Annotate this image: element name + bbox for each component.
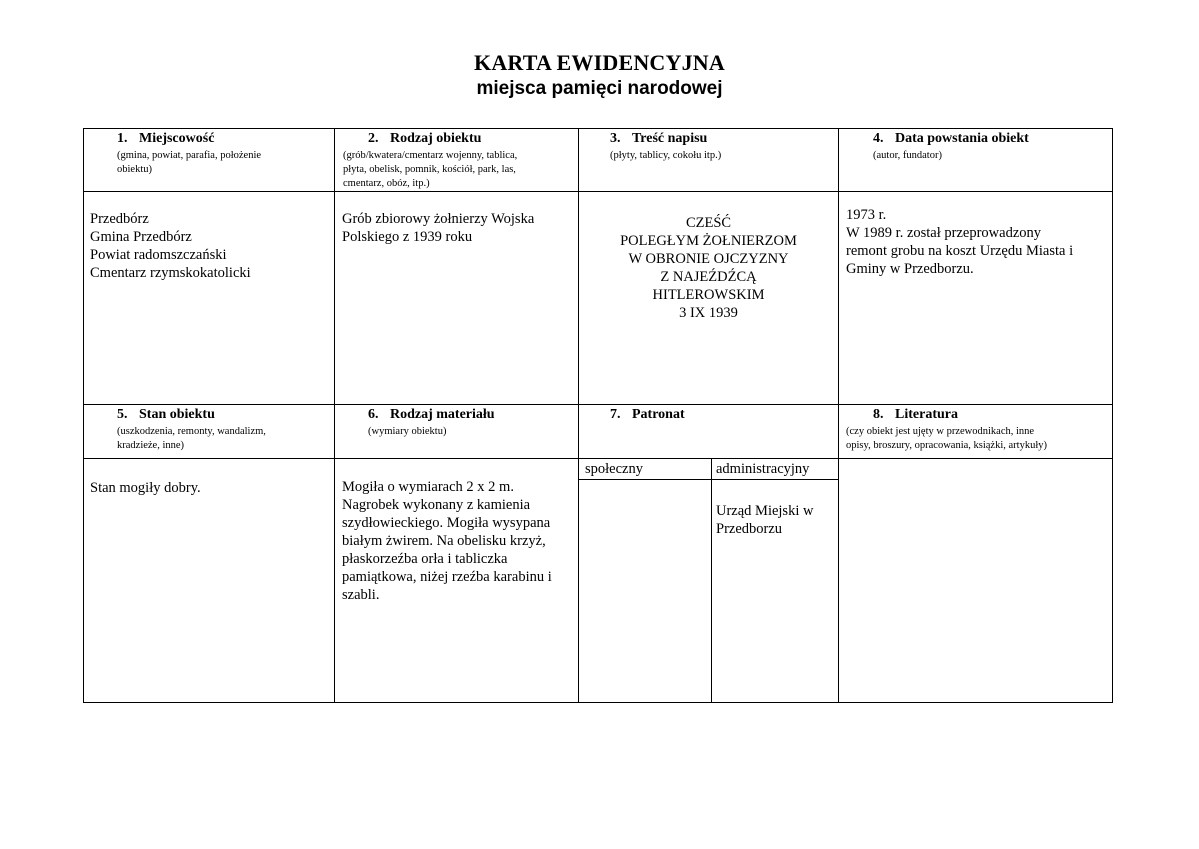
- value-data-powstania: 1973 r. W 1989 r. został przeprowadzony remont grobu na koszt Urzędu Miasta i Gminy w Przedborzu.: [846, 207, 1074, 277]
- column-divider-1: [334, 128, 335, 703]
- hint-stan-obiektu: (uszkodzenia, remonty, wandalizm, kradzieże, inne): [117, 426, 266, 451]
- column-divider-3: [838, 128, 839, 703]
- value-rodzaj-materialu: Mogiła o wymiarach 2 x 2 m. Nagrobek wykonany z kamienia szydłowieckiego. Mogiła wysypana białym żwirem. Na obelisku krzyż, płaskorzeźba orła i tabliczka pamiątkowa, niżej rzeźba karabinu i szabli.: [342, 479, 552, 603]
- header-patronat: 7. Patronat: [610, 407, 685, 422]
- hint-rodzaj-materialu: (wymiary obiektu): [368, 426, 447, 437]
- hint-data-powstania: (autor, fundator): [873, 150, 942, 161]
- document-title: KARTA EWIDENCYJNA: [474, 50, 725, 75]
- header-rodzaj-materialu: 6. Rodzaj materiału: [368, 407, 495, 422]
- value-rodzaj-obiektu: Grób zbiorowy żołnierzy Wojska Polskiego z 1939 roku: [342, 211, 535, 245]
- header-stan-obiektu: 5. Stan obiektu: [117, 407, 215, 422]
- patronat-administracyjny-label: administracyjny: [716, 461, 810, 477]
- table-row-divider: [83, 404, 1113, 405]
- patronat-column-divider: [711, 458, 712, 703]
- table-border-left: [83, 128, 84, 703]
- header-tresc-napisu: 3. Treść napisu: [610, 131, 708, 146]
- record-card-table: [83, 128, 1113, 703]
- value-stan-obiektu: Stan mogiły dobry.: [90, 480, 201, 496]
- table-border-right: [1112, 128, 1113, 703]
- hint-literatura: (czy obiekt jest ujęty w przewodnikach, inne opisy, broszury, opracowania, książki, artykuły): [846, 426, 1047, 451]
- header-literatura: 8. Literatura: [873, 407, 958, 422]
- header-data-powstania: 4. Data powstania obiekt: [873, 131, 1029, 146]
- table-border-top: [83, 128, 1113, 129]
- document-title-block: [0, 50, 1199, 102]
- patronat-sub-divider: [578, 479, 838, 480]
- patronat-administracyjny-value: Urząd Miejski w Przedborzu: [716, 503, 814, 537]
- table-header-divider-1: [83, 191, 1113, 192]
- header-miejscowosc: 1. Miejscowość: [117, 131, 215, 146]
- header-rodzaj-obiektu: 2. Rodzaj obiektu: [368, 131, 482, 146]
- table-border-bottom: [83, 702, 1113, 703]
- hint-miejscowosc: (gmina, powiat, parafia, położenie obiektu): [117, 150, 262, 175]
- hint-tresc-napisu: (płyty, tablicy, cokołu itp.): [610, 150, 722, 161]
- table-header-divider-2: [83, 458, 1113, 459]
- patronat-spoleczny-label: społeczny: [585, 461, 643, 477]
- value-tresc-napisu: CZEŚĆ POLEGŁYM ŻOŁNIERZOM W OBRONIE OJCZYZNY Z NAJEŹDŹCĄ HITLEROWSKIM 3 IX 1939: [620, 215, 797, 321]
- document-subtitle: miejsca pamięci narodowej: [476, 78, 723, 99]
- value-miejscowosc: Przedbórz Gmina Przedbórz Powiat radomszczański Cmentarz rzymskokatolicki: [90, 211, 251, 281]
- hint-rodzaj-obiektu: (grób/kwatera/cmentarz wojenny, tablica, płyta, obelisk, pomnik, kościół, park, las, cmentarz, obóz, itp.): [343, 150, 518, 189]
